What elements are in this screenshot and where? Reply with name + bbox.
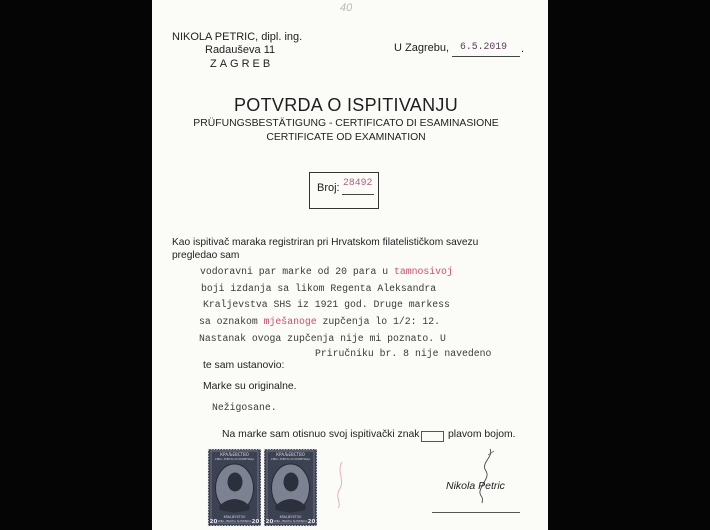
intro-line-1: Kao ispitivač maraka registriran pri Hrvatskom filatelističkom savezu [172, 237, 479, 248]
number-underline [342, 194, 374, 195]
letterhead-city: ZAGREB [210, 58, 274, 70]
description-line-5: Nastanak ovoga zupčenja nije mi poznato. U [199, 333, 446, 344]
signature-line [432, 512, 520, 513]
stamp-bottom-line-2: SRBA, HRVATA I SLOVENACA [217, 520, 252, 523]
letterhead-street: Radauševa 11 [205, 44, 276, 56]
mark-text: Na marke sam otisnuo svoj ispitivački znak [222, 429, 420, 440]
stamp-right [264, 449, 317, 526]
title-subtitle-1: PRÜFUNGSBESTÄTIGUNG - CERTIFICATO DI ESAMINASIONE [193, 118, 499, 129]
date-value: 6.5.2019 [460, 41, 508, 52]
regent-portrait-head [284, 473, 299, 492]
description-line-3: Kraljevstva SHS iz 1921 god. Druge markess [203, 299, 450, 310]
stamp-top-line-2: СРБА, ХРВАТА И СЛОВЕНАЦА [214, 458, 255, 461]
stamp-bottom-line-1: KRALJEVSTVO [279, 515, 302, 519]
stamp-top-line-1: КРАЉЕВСТВО [220, 452, 249, 457]
findings-original: Marke su originalne. [203, 381, 297, 392]
description-line-2: boji izdanja sa likom Regenta Aleksandra [201, 283, 437, 294]
stamp-denomination-right: 20 [251, 519, 260, 525]
description-line-1 [200, 265, 453, 279]
signature-name: Nikola Petric [446, 480, 505, 492]
description-perforation-word: mješanoge [263, 316, 317, 327]
intro-line-2: pregledao sam [172, 250, 240, 261]
stamp-pair [207, 448, 319, 527]
description-line-1-text: vodoravni par marke od 20 para u [200, 266, 395, 277]
mark-color-text: plavom bojom. [448, 429, 516, 440]
stamp-bottom-line-2: SRBA, HRVATA I SLOVENACA [273, 520, 308, 523]
red-ink-mark [330, 460, 350, 510]
date-underline [452, 56, 520, 57]
certificate-number: 28492 [343, 177, 373, 188]
signature-scribble [468, 445, 508, 507]
findings-condition: Nežigosane. [212, 402, 277, 413]
stamp-denomination-left: 20 [209, 519, 218, 525]
stamp-denomination-left: 20 [265, 519, 274, 525]
document-title: POTVRDA O ISPITIVANJU [233, 95, 458, 115]
stamp-bottom-line-1: KRALJEVSTVO [223, 515, 246, 519]
description-line-4-post: zupčenja lo 1/2: 12. [316, 316, 441, 327]
title-subtitle-2: CERTIFICATE OD EXAMINATION [266, 132, 426, 143]
date-label: U Zagrebu, [394, 42, 450, 54]
description-line-4 [199, 315, 440, 329]
date-end: . [521, 43, 525, 55]
description-color-word: tamnosivoj [394, 266, 453, 277]
stamp-left [208, 449, 261, 526]
description-line-4-pre: sa oznakom [199, 316, 264, 327]
stamp-top-line-1: КРАЉЕВСТВО [276, 452, 305, 457]
stamp-denomination-right: 20 [307, 519, 316, 525]
description-line-6: Priručniku br. 8 nije navedeno [315, 348, 492, 359]
regent-portrait-head [228, 473, 243, 492]
stamp-top-line-2: СРБА, ХРВАТА И СЛОВЕНАЦА [270, 458, 311, 461]
number-label: Broj: [317, 182, 340, 194]
findings-lead: te sam ustanovio: [203, 360, 285, 371]
pencil-mark: 40 [340, 2, 353, 14]
expert-mark-box [421, 431, 444, 442]
letterhead-name: NIKOLA PETRIC, dipl. ing. [172, 31, 303, 43]
